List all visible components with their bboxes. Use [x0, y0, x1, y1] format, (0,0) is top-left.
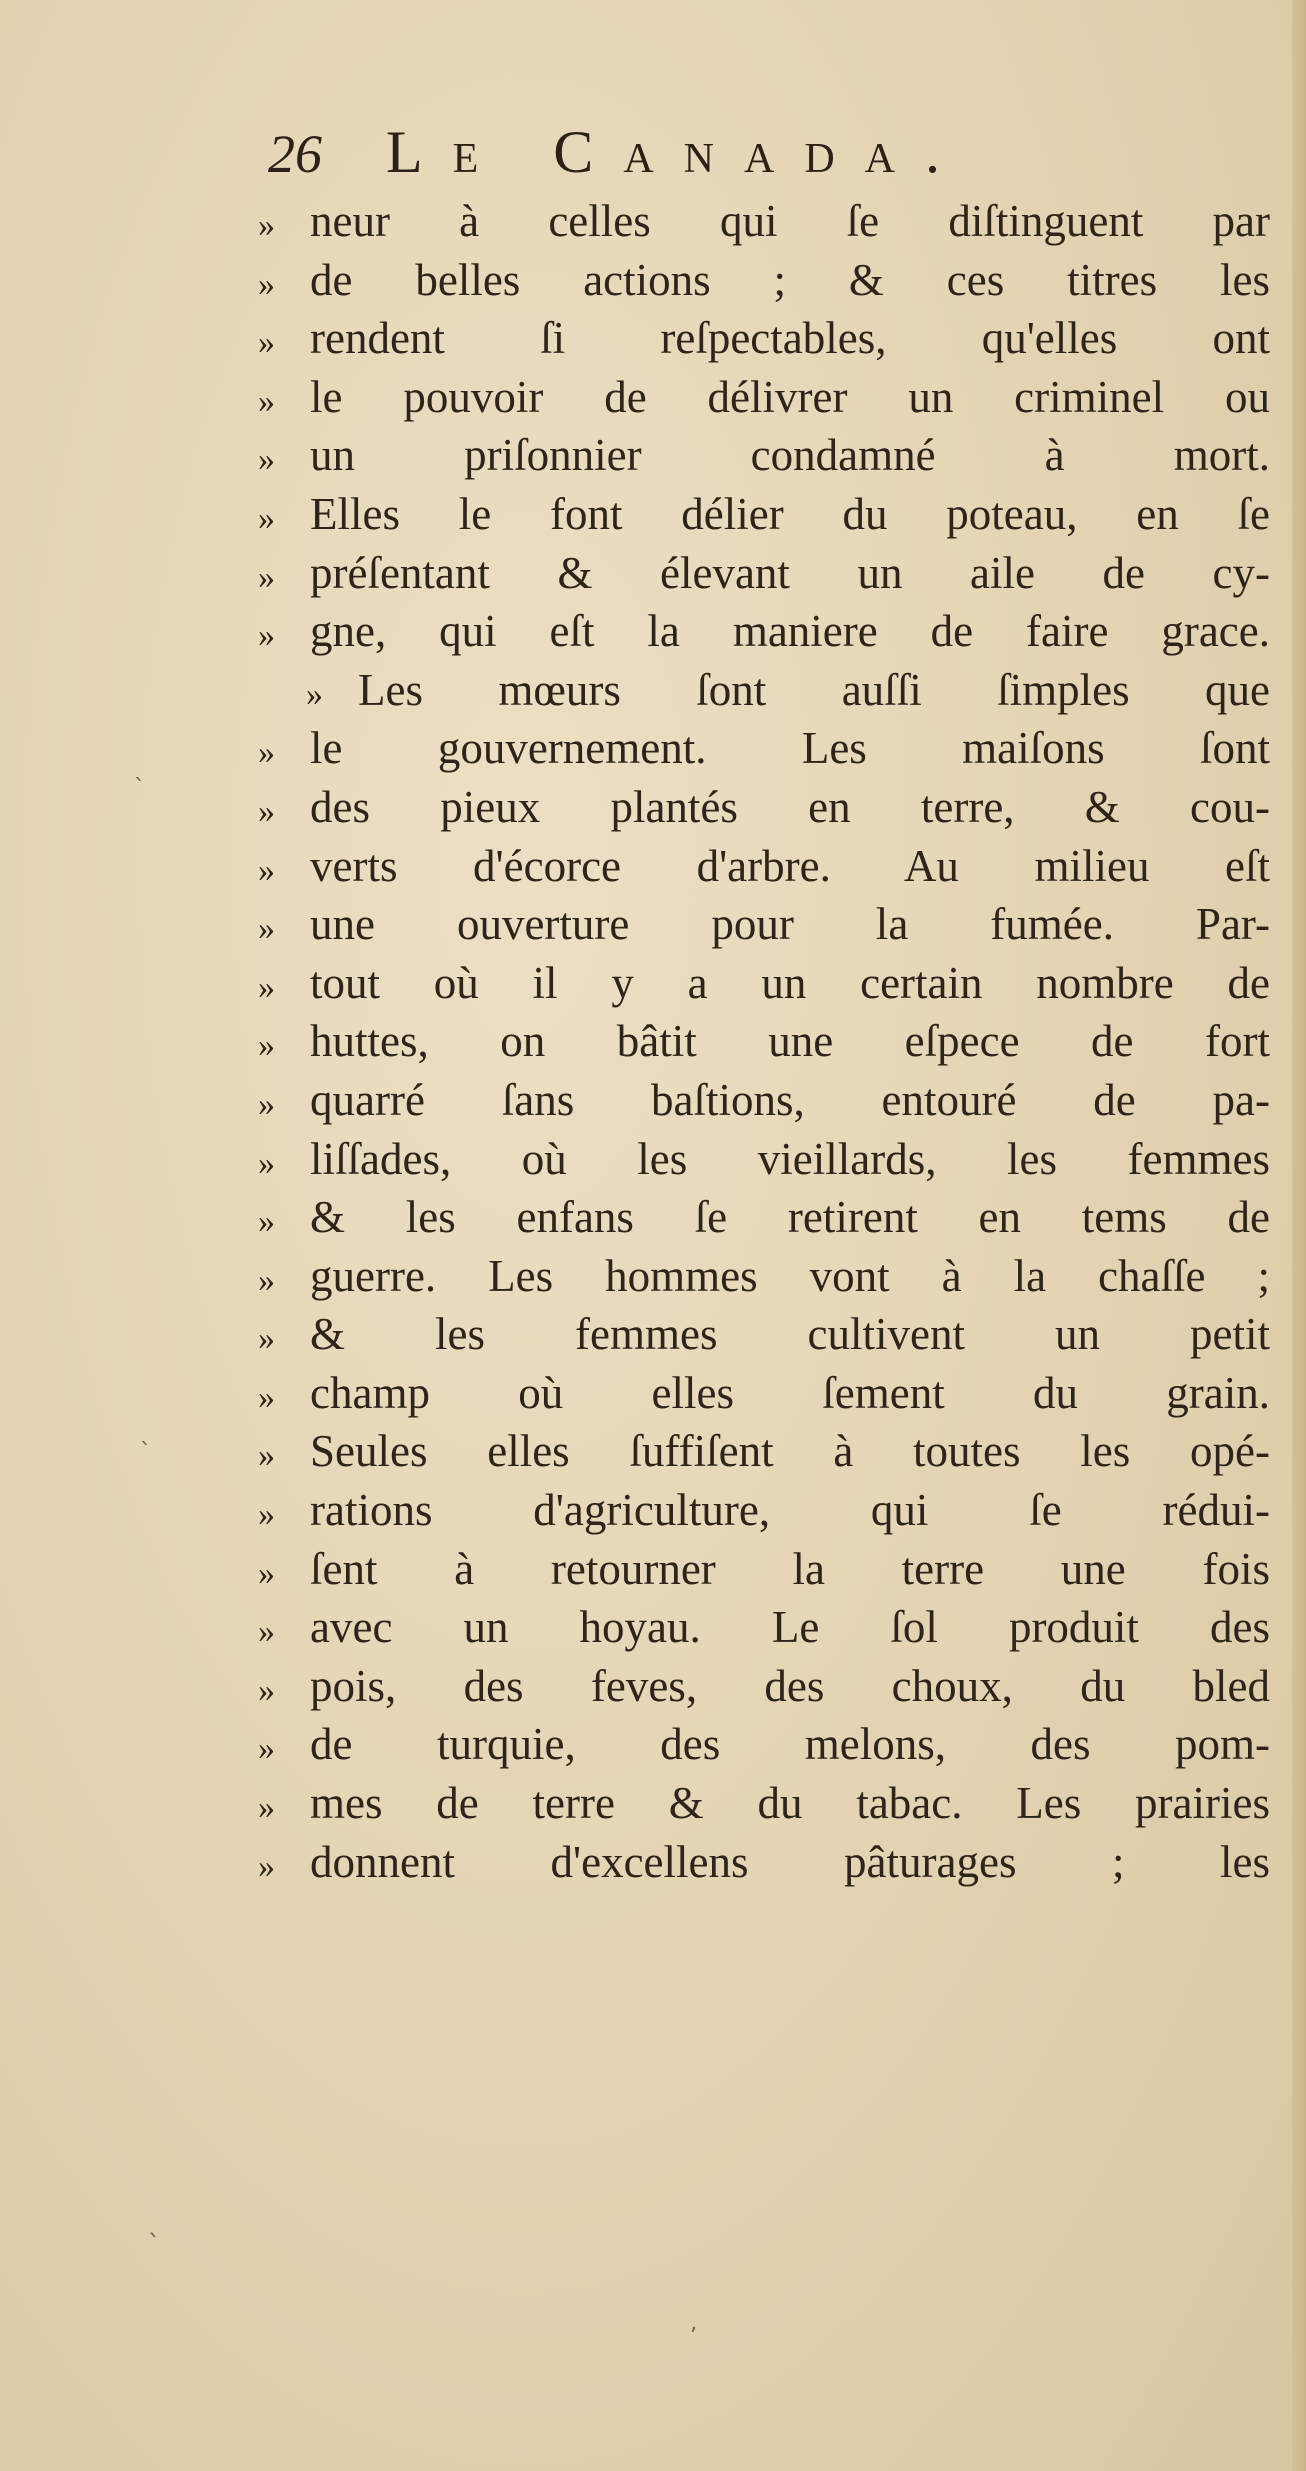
text-line	[258, 1422, 1270, 1481]
quotation-guillemet: »	[258, 558, 275, 596]
text-line	[258, 661, 1270, 720]
line-text: champ où elles ſement du grain.	[310, 1367, 1270, 1418]
text-line	[258, 1071, 1270, 1130]
line-text: mes de terre & du tabac. Les prairies	[310, 1778, 1270, 1829]
text-line	[258, 309, 1270, 368]
quotation-guillemet: »	[258, 1847, 275, 1885]
quotation-guillemet: »	[258, 1320, 275, 1358]
page-edge	[1292, 0, 1306, 2471]
text-line	[258, 895, 1270, 954]
text-line	[258, 1481, 1270, 1540]
line-text: huttes, on bâtit une eſpece de fort	[310, 1016, 1270, 1067]
text-line	[258, 954, 1270, 1013]
line-text: de belles actions ; & ces titres les	[310, 254, 1270, 305]
quotation-guillemet: »	[258, 617, 275, 655]
text-line	[258, 719, 1270, 778]
line-text: & les femmes cultivent un petit	[310, 1309, 1270, 1360]
text-line	[258, 1540, 1270, 1599]
quotation-guillemet: »	[258, 792, 275, 830]
quotation-guillemet: »	[306, 675, 323, 713]
text-line	[258, 251, 1270, 310]
quotation-guillemet: »	[258, 207, 275, 244]
quotation-guillemet: »	[258, 910, 275, 948]
text-line	[258, 192, 1270, 251]
margin-tick-mark: ˋ	[134, 776, 145, 801]
line-text: Seules elles ſuffiſent à toutes les opé-	[310, 1426, 1270, 1477]
line-text: quarré ſans baſtions, entouré de pa-	[310, 1074, 1270, 1125]
quotation-guillemet: »	[258, 1554, 275, 1592]
quotation-guillemet: »	[258, 1437, 275, 1475]
quotation-guillemet: »	[258, 1144, 275, 1182]
line-text: verts d'écorce d'arbre. Au milieu eſt	[310, 840, 1270, 891]
quotation-guillemet: »	[258, 1496, 275, 1534]
quotation-guillemet: »	[258, 265, 275, 303]
line-text: avec un hoyau. Le ſol produit des	[310, 1602, 1270, 1653]
quotation-guillemet: »	[258, 1203, 275, 1241]
text-line	[258, 1715, 1270, 1774]
line-text: des pieux plantés en terre, & cou-	[310, 781, 1270, 832]
text-line	[258, 544, 1270, 603]
line-text: un priſonnier condamné à mort.	[310, 430, 1270, 481]
text-line	[258, 837, 1270, 896]
text-line	[258, 1833, 1270, 1892]
line-text: de turquie, des melons, des pom-	[310, 1719, 1270, 1770]
quotation-guillemet: »	[258, 734, 275, 772]
line-text: rations d'agriculture, qui ſe rédui-	[310, 1485, 1270, 1536]
quotation-guillemet: »	[258, 1085, 275, 1123]
text-line	[258, 368, 1270, 427]
line-text: préſentant & élevant un aile de cy-	[310, 547, 1270, 598]
running-head	[268, 118, 1168, 198]
quotation-guillemet: »	[258, 1378, 275, 1416]
text-line	[258, 485, 1270, 544]
line-text: pois, des feves, des choux, du bled	[310, 1660, 1270, 1711]
paper-speck-mark: ʼ	[690, 2324, 697, 2349]
text-line	[258, 1247, 1270, 1306]
line-text: gne, qui eſt la maniere de faire grace.	[310, 606, 1270, 657]
line-text: & les enfans ſe retirent en tems de	[310, 1192, 1270, 1243]
body-text	[258, 192, 1270, 1891]
quotation-guillemet: »	[258, 324, 275, 362]
text-line	[258, 1305, 1270, 1364]
line-text: le gouvernement. Les maiſons ſont	[310, 723, 1270, 774]
text-line	[258, 1188, 1270, 1247]
margin-tick-mark: ˋ	[148, 2230, 160, 2258]
quotation-guillemet: »	[258, 441, 275, 479]
quotation-guillemet: »	[258, 1261, 275, 1299]
quotation-guillemet: »	[258, 1027, 275, 1065]
line-text: le pouvoir de délivrer un criminel ou	[310, 371, 1270, 422]
quotation-guillemet: »	[258, 1789, 275, 1827]
line-text: Les mœurs ſont auſſi ſimples que	[358, 664, 1270, 715]
text-line	[258, 1012, 1270, 1071]
line-text: guerre. Les hommes vont à la chaſſe ;	[310, 1250, 1270, 1301]
text-line	[258, 1364, 1270, 1423]
line-text: tout où il y a un certain nombre de	[310, 957, 1270, 1008]
text-line	[258, 1130, 1270, 1189]
page-number: 26	[268, 124, 322, 184]
line-text: une ouverture pour la fumée. Par-	[310, 899, 1270, 950]
running-title: Le Canada.	[386, 119, 970, 185]
text-line	[258, 1774, 1270, 1833]
quotation-guillemet: »	[258, 1613, 275, 1651]
quotation-guillemet: »	[258, 499, 275, 537]
text-line	[258, 778, 1270, 837]
line-text: Elles le font délier du poteau, en ſe	[310, 488, 1270, 539]
text-line	[258, 1598, 1270, 1657]
line-text: rendent ſi reſpectables, qu'elles ont	[310, 313, 1270, 364]
line-text: liſſades, où les vieillards, les femmes	[310, 1133, 1270, 1184]
quotation-guillemet: »	[258, 851, 275, 889]
line-text: neur à celles qui ſe diſtinguent par	[310, 196, 1270, 246]
text-line	[258, 426, 1270, 485]
quotation-guillemet: »	[258, 1730, 275, 1768]
quotation-guillemet: »	[258, 1671, 275, 1709]
line-text: donnent d'excellens pâturages ; les	[310, 1836, 1270, 1887]
text-line	[258, 1657, 1270, 1716]
quotation-guillemet: »	[258, 968, 275, 1006]
line-text: ſent à retourner la terre une fois	[310, 1543, 1270, 1594]
quotation-guillemet: »	[258, 382, 275, 420]
text-line	[258, 602, 1270, 661]
margin-tick-mark: ˋ	[140, 1440, 151, 1465]
